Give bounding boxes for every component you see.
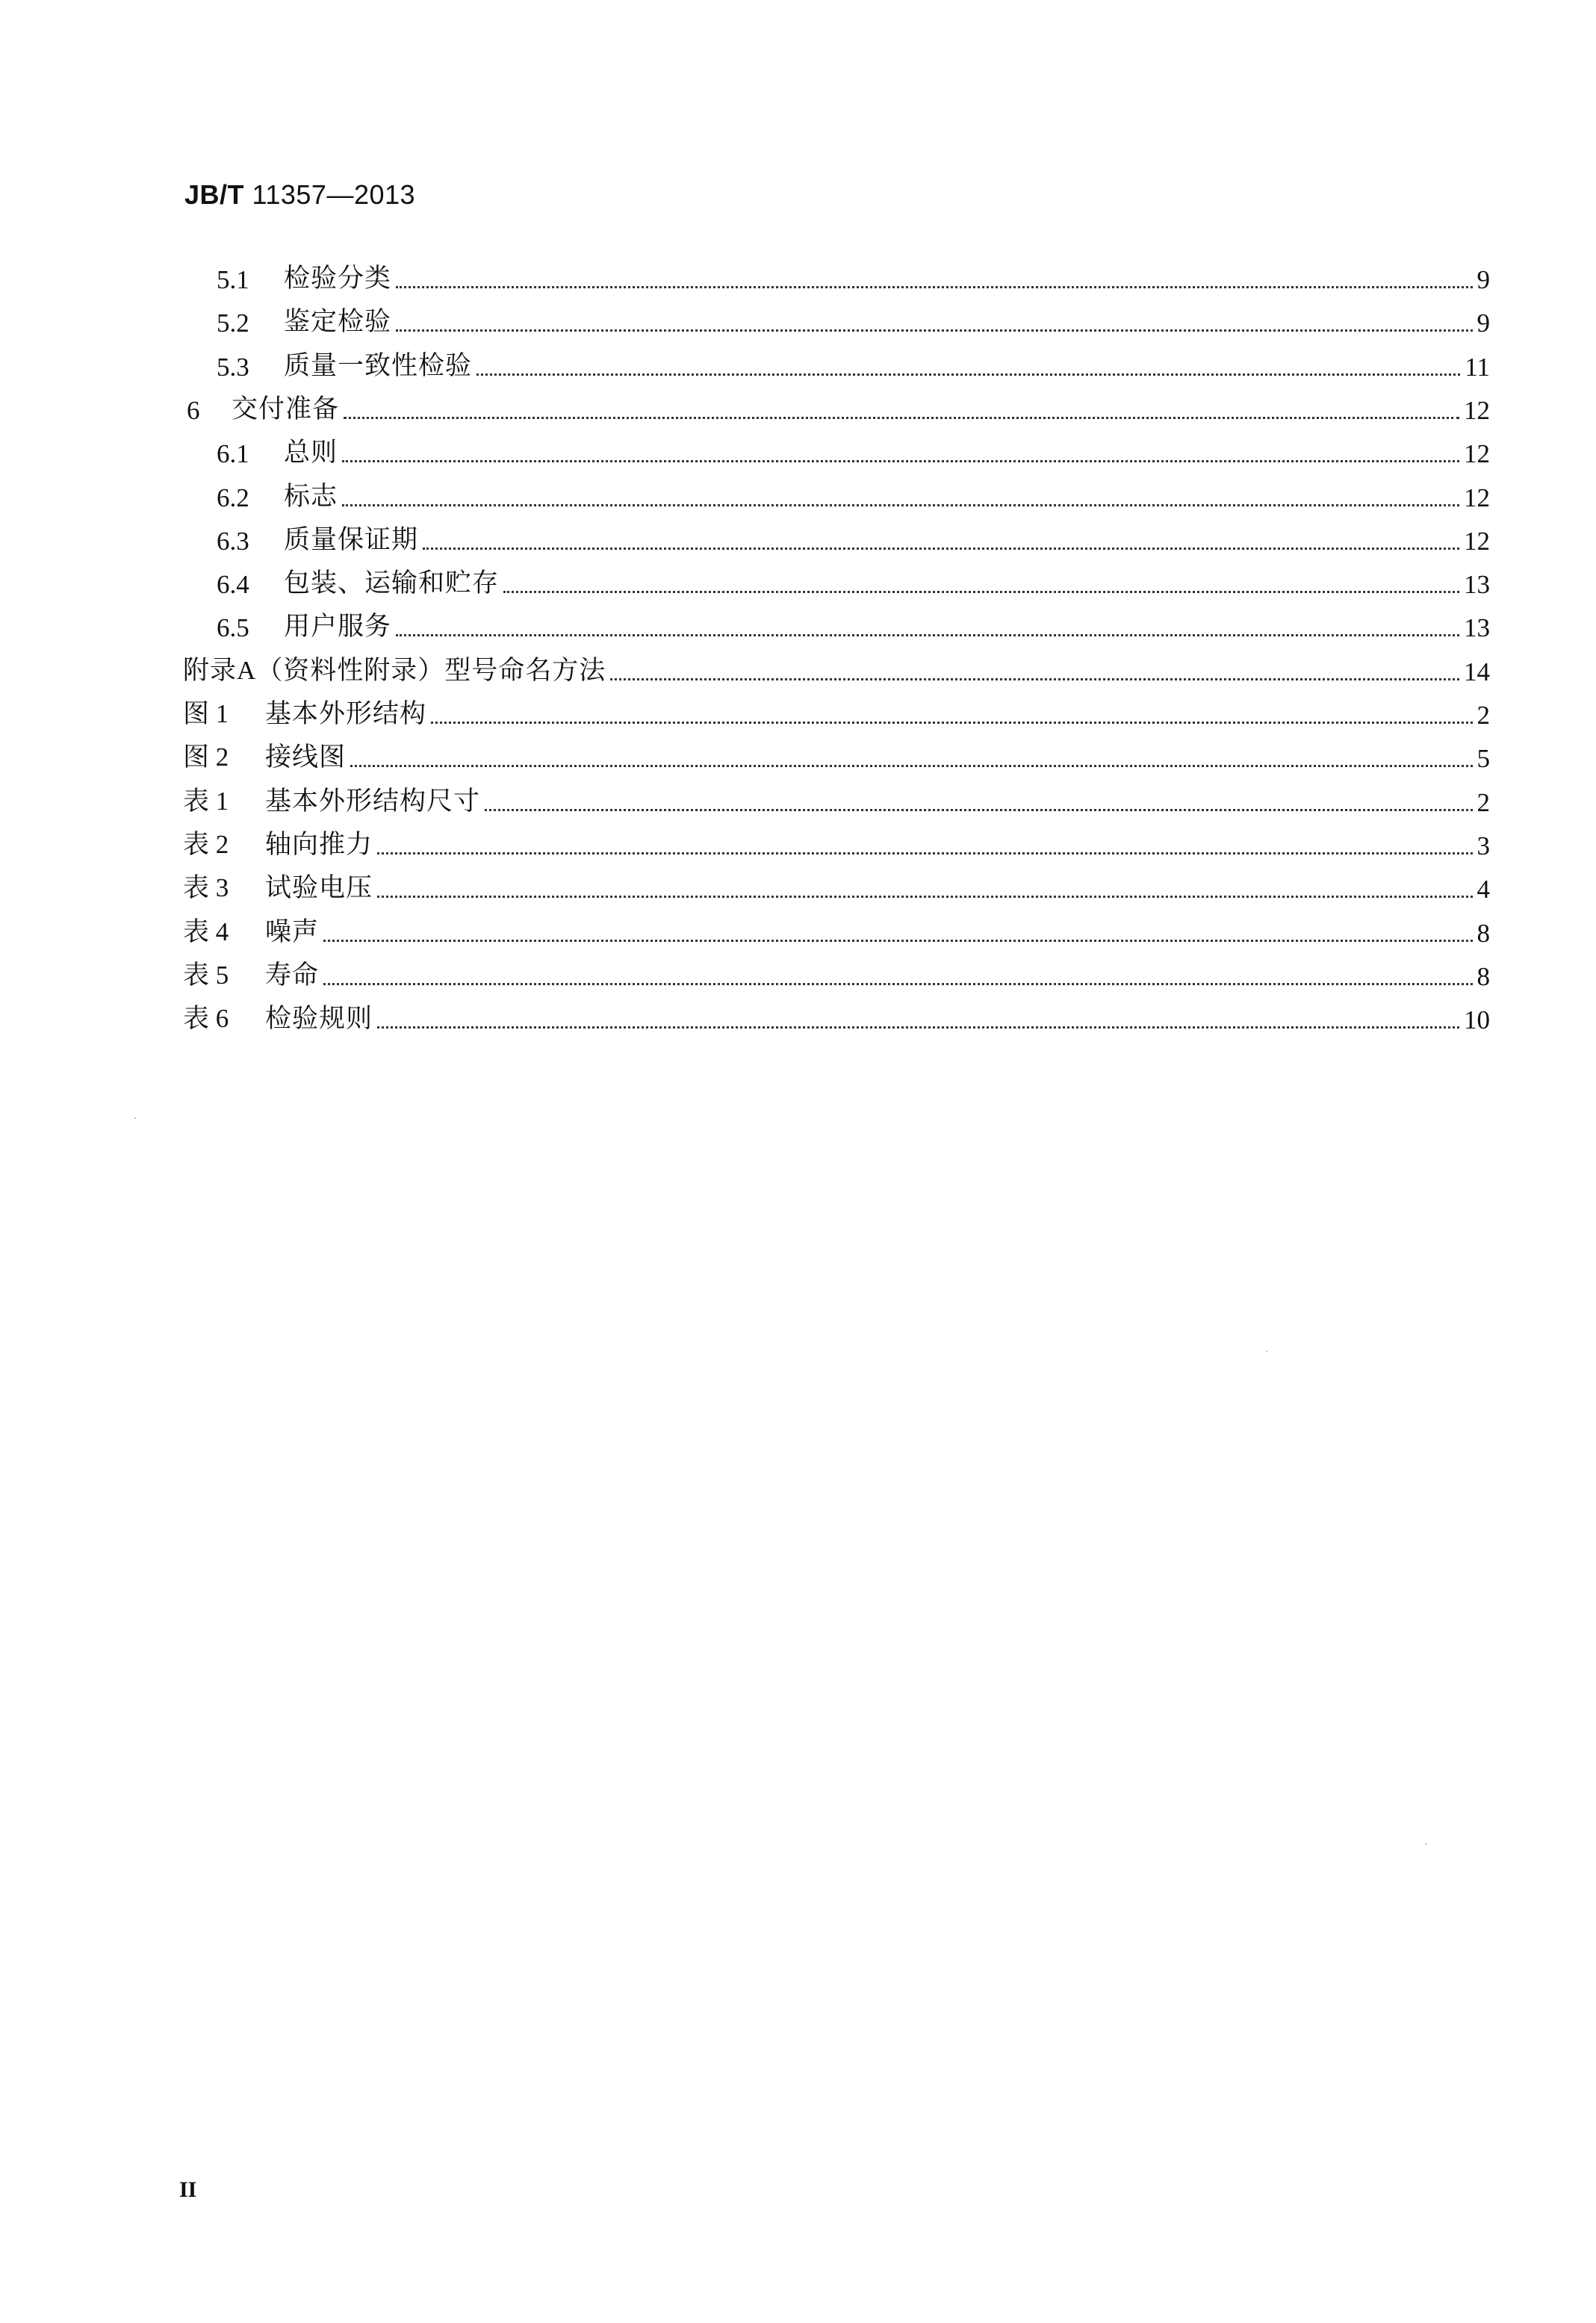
toc-entry[interactable] <box>217 519 1490 556</box>
toc-entry-page: 3 <box>1477 831 1490 860</box>
toc-entry-title: 包装、运输和贮存 <box>284 568 500 598</box>
toc-dot-leader <box>476 373 1460 376</box>
toc-entry-page: 4 <box>1477 875 1490 904</box>
toc-entry-number: 6 <box>187 396 200 425</box>
toc-entry-page: 12 <box>1464 439 1490 468</box>
toc-entry[interactable] <box>183 867 1490 905</box>
toc-entry-page: 10 <box>1464 1005 1490 1035</box>
toc-dot-leader <box>323 940 1472 942</box>
toc-dot-leader <box>323 983 1472 985</box>
toc-entry-title: 附录A（资料性附录）型号命名方法 <box>183 656 606 685</box>
toc-dot-leader <box>610 678 1459 680</box>
toc-entry[interactable] <box>217 345 1490 382</box>
toc-dot-leader <box>396 634 1459 636</box>
toc-entry-page: 12 <box>1464 396 1490 425</box>
toc-dot-leader <box>342 504 1459 506</box>
toc-entry[interactable] <box>183 693 1490 731</box>
toc-entry-number: 表 2 <box>183 830 229 859</box>
toc-entry-number: 表 3 <box>183 873 229 902</box>
toc-entry-page: 9 <box>1477 308 1490 338</box>
toc-entry[interactable] <box>183 736 1490 774</box>
toc-entry-page: 14 <box>1464 657 1490 686</box>
toc-entry[interactable] <box>217 606 1490 643</box>
toc-entry-title: 交付准备 <box>232 394 340 424</box>
toc-entry-number: 5.2 <box>217 308 249 338</box>
toc-entry-page: 8 <box>1477 962 1490 991</box>
scan-speck <box>1266 1350 1267 1352</box>
toc-entry-page: 9 <box>1477 265 1490 294</box>
toc-entry-page: 13 <box>1464 613 1490 642</box>
toc-entry-page: 8 <box>1477 919 1490 948</box>
toc-dot-leader <box>377 1026 1459 1029</box>
toc-entry[interactable] <box>217 301 1490 338</box>
toc-dot-leader <box>377 852 1472 855</box>
toc-entry[interactable] <box>217 432 1490 469</box>
toc-entry-title: 鉴定检验 <box>284 307 392 336</box>
toc-entry-title: 基本外形结构尺寸 <box>265 787 481 816</box>
toc-entry-title: 基本外形结构 <box>265 699 427 728</box>
toc-entry-title: 试验电压 <box>265 873 373 902</box>
toc-entry-page: 12 <box>1464 527 1490 556</box>
standard-code-number: 11357—2013 <box>244 179 416 210</box>
toc-entry-number: 5.1 <box>217 265 249 294</box>
toc-dot-leader <box>344 417 1459 419</box>
toc-entry-number: 6.3 <box>217 527 249 556</box>
toc-entry-title: 质量保证期 <box>284 525 419 554</box>
toc-entry[interactable] <box>183 955 1490 992</box>
toc-dot-leader <box>342 460 1459 462</box>
toc-entry-number: 6.2 <box>217 483 249 512</box>
toc-entry[interactable] <box>183 650 1490 687</box>
toc-entry[interactable] <box>187 388 1490 426</box>
toc-dot-leader <box>431 722 1472 724</box>
toc-dot-leader <box>423 548 1459 550</box>
toc-entry-number: 表 4 <box>183 917 229 946</box>
scan-speck <box>134 1117 136 1119</box>
toc-entry-page: 2 <box>1477 788 1490 817</box>
toc-dot-leader <box>350 765 1472 767</box>
toc-dot-leader <box>396 286 1472 288</box>
page-number: II <box>179 2177 197 2202</box>
toc-entry[interactable] <box>183 998 1490 1035</box>
toc-entry-title: 寿命 <box>265 961 320 990</box>
toc-entry-number: 图 1 <box>183 699 229 728</box>
toc-entry-title: 接线图 <box>265 742 347 772</box>
toc-entry-page: 2 <box>1477 701 1490 730</box>
toc-entry-page: 12 <box>1464 483 1490 512</box>
toc-dot-leader <box>503 591 1459 593</box>
toc-entry-number: 5.3 <box>217 353 249 382</box>
toc-entry[interactable] <box>183 911 1490 949</box>
toc-entry-number: 图 2 <box>183 742 229 772</box>
toc-entry-number: 6.1 <box>217 439 249 468</box>
toc-entry-number: 6.4 <box>217 570 249 599</box>
toc-entry-number: 6.5 <box>217 613 249 642</box>
toc-entry-number: 表 6 <box>183 1004 229 1033</box>
toc-entry-page: 11 <box>1465 353 1490 382</box>
toc-dot-leader <box>396 329 1472 332</box>
toc-entry-title: 质量一致性检验 <box>284 351 473 380</box>
scan-speck <box>1425 1843 1426 1845</box>
toc-entry-page: 5 <box>1477 744 1490 773</box>
standard-code-prefix: JB/T <box>184 179 245 210</box>
toc-dot-leader <box>377 896 1472 898</box>
toc-entry-number: 表 5 <box>183 961 229 990</box>
toc-entry-title: 用户服务 <box>284 612 392 641</box>
toc-entry-title: 检验规则 <box>265 1004 373 1033</box>
toc-entry-number: 表 1 <box>183 787 229 816</box>
toc-entry[interactable] <box>183 824 1490 861</box>
toc-entry[interactable] <box>217 476 1490 513</box>
toc-entry-title: 检验分类 <box>284 264 392 293</box>
toc-entry-page: 13 <box>1464 570 1490 599</box>
toc-entry[interactable] <box>217 562 1490 600</box>
running-header <box>184 179 415 211</box>
toc-entry-title: 噪声 <box>265 917 320 946</box>
toc-entry[interactable] <box>217 258 1490 295</box>
toc-entry-title: 轴向推力 <box>265 830 373 859</box>
toc-entry[interactable] <box>183 781 1490 818</box>
toc-dot-leader <box>485 809 1472 811</box>
toc-entry-title: 总则 <box>284 438 338 467</box>
toc-entry-title: 标志 <box>284 482 338 511</box>
